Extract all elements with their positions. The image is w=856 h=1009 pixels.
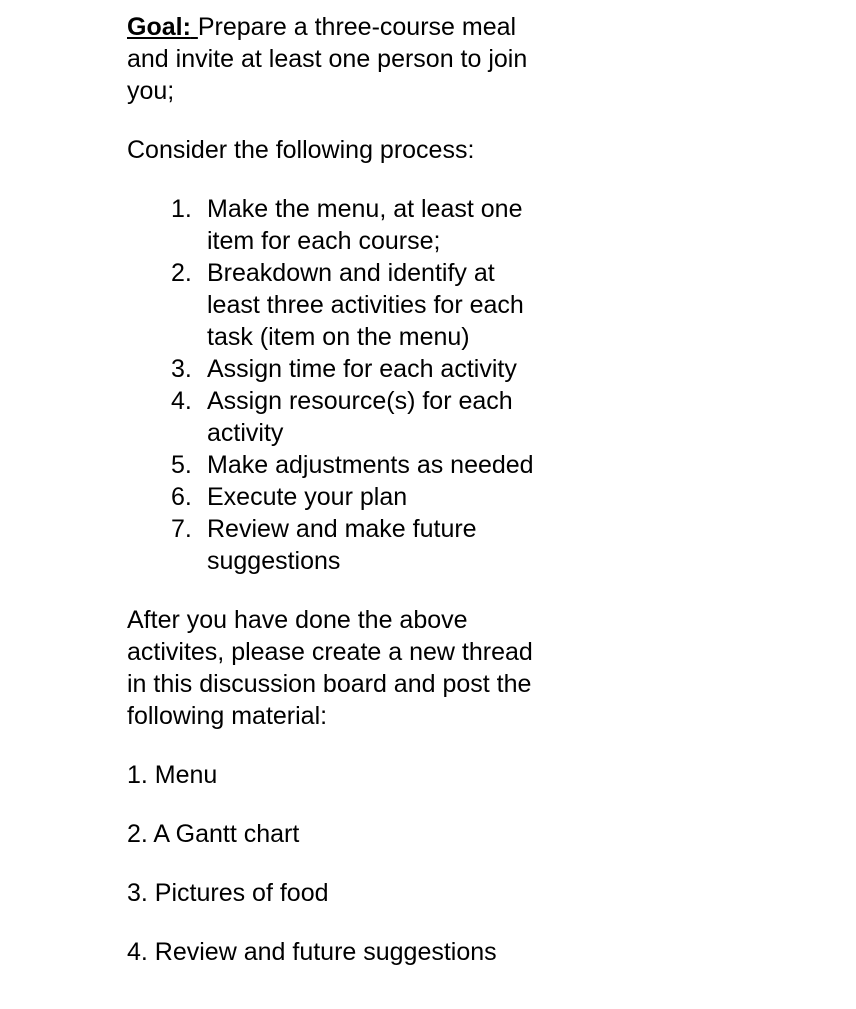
goal-label: Goal: — [127, 13, 191, 41]
step-text: Assign resource(s) for each activity — [207, 387, 513, 447]
process-intro: Consider the following process: — [127, 136, 475, 164]
step-text: Review and make future suggestions — [207, 515, 477, 575]
step-number: 5. — [171, 451, 192, 479]
deliverable-pictures: 3. Pictures of food — [127, 879, 329, 907]
list-item — [127, 481, 547, 513]
step-number: 1. — [171, 195, 192, 223]
list-item — [127, 513, 547, 577]
list-item — [127, 193, 547, 257]
step-number: 4. — [171, 387, 192, 415]
goal-text: Prepare a three-course meal and invite at least one person to join you; — [127, 13, 528, 105]
step-text: Make the menu, at least one item for each course; — [207, 195, 523, 255]
goal-paragraph — [127, 11, 557, 107]
after-instructions: After you have done the above activites, please create a new thread in this discussion board and post the following material: — [127, 606, 533, 730]
assignment-document — [127, 11, 557, 968]
step-number: 6. — [171, 483, 192, 511]
list-item — [127, 257, 547, 353]
step-text: Make adjustments as needed — [207, 451, 534, 479]
list-item — [127, 449, 547, 481]
step-number: 7. — [171, 515, 192, 543]
deliverable-gantt-chart: 2. A Gantt chart — [127, 820, 300, 848]
list-item — [127, 385, 547, 449]
step-text: Breakdown and identify at least three activities for each task (item on the menu) — [207, 259, 524, 351]
deliverable-review: 4. Review and future suggestions — [127, 938, 497, 966]
step-number: 3. — [171, 355, 192, 383]
list-item — [127, 353, 547, 385]
step-text: Assign time for each activity — [207, 355, 517, 383]
deliverable-menu: 1. Menu — [127, 761, 218, 789]
step-text: Execute your plan — [207, 483, 408, 511]
process-steps-list — [127, 193, 557, 577]
step-number: 2. — [171, 259, 192, 287]
